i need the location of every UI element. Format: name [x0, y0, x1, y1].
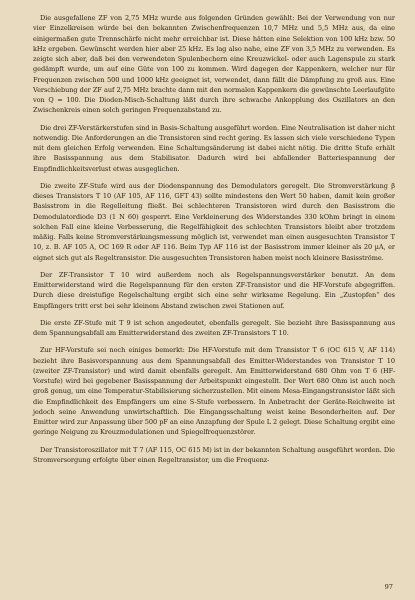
paragraph-zf-choice: Die ausgefallene ZF von 2,75 MHz wurde aus folgenden Gründen gewählt: Bei der Verwendung von nur vier Einzelkreisen würde bei den bekannten Zwischenfrequenzen 10,7 MHz und 5,5 MHz aus, da eine einigermaßen gute Trennschärfe nicht mehr erreichbar ist. Diese hätten eine Selektion von 100 kHz bzw. 50 kHz ergeben. Gewünscht werden hier aber 25 kHz. Es lag also nahe, eine ZF von 3,5 MHz zu verwenden. Es zeigte sich aber, daß bei den verwendeten Spulenbechern eine Kreuzwickel- oder auch Lagenspule zu stark gedämpft wurde, um auf eine Güte von 100 zu kommen. Wird dagegen der Kappenkern, welcher nur für Frequenzen zwischen 500 und 1000 kHz geeignet ist, verwendet, dann fällt die Dämpfung zu groß aus. Eine Verschiebung der ZF auf 2,75 MHz brachte dann mit den normalen Kappenkern die gewünschte Leerlaufgüte von Q = 100. Die Dioden-Misch-Schaltung läßt durch ihre schwache Ankopplung des Oszillators an den Zwischenkreis einen solch geringen Frequenzabstand zu. — [33, 14, 395, 115]
body-text — [33, 13, 395, 472]
paragraph-hf-prestage: Zur HF-Vorstufe sei noch einiges bemerkt: Die HF-Vorstufe mit dem Transistor T 6 (OC 615 V, AF 114) bezieht ihre Basisvorspannung aus dem Spannungsabfall des Emitter-Widerstandes von Transistor T 10 (zweiter ZF-Transistor) und wird damit ebenfalls geregelt. Am Emitterwiderstand 680 Ohm von T 6 (HF-Vorstufe) wird bei gegebener Basisspannung der Arbeitspunkt eingestellt. Der Wert 680 Ohm ist auch noch groß genug, um eine Temperatur-Stabilisierung sicherzustellen. Mit einem Mesa-Eingangstransistor läßt sich die Empfindlichkeit des Empfängers um eine S-Stufe verbessern. In Anbetracht der Geräte-Reichweite ist jedoch seine Anwendung unwirtschaftlich. Die Eingangsschaltung weist keine Besonderheiten auf. Der Emitter wird zur Anpassung über 500 pF an eine Anzapfung der Spule L 2 gelegt. Diese Schaltung ergibt eine geringe Neigung zu Kreuzmodulationen und Spiegelfrequenzstörer. — [33, 346, 395, 437]
paragraph-regulation-amplifier: Der ZF-Transistor T 10 wird außerdem noch als Regelspannungsverstärker benutzt. An dem Emitterwiderstand wird die Regelspannung für den ersten ZF-Transistor und die HF-Vorstufe abgegriffen. Durch diese dreistufige Regelschaltung ergibt sich eine sehr wirksame Regelung. Ein „Zustopfen“ des Empfängers tritt erst bei sehr kleinem Abstand zwischen zwei Stationen auf. — [33, 270, 395, 310]
paragraph-zf-stages: Die drei ZF-Verstärkerstufen sind in Basis-Schaltung ausgeführt worden. Eine Neutralisation ist daher nicht notwendig. Die Anforderungen an die Transistoren sind recht gering. Es lassen sich viele verschiedene Typen mit dem gleichen Erfolg verwenden. Eine Schaltungsänderung ist dabei nicht nötig. Die dritte Stufe erhält ihre Basisspannung aus dem Stabilisator. Dadurch wird bei abfallender Batteriespannung der Empfindlichkeitsverlust etwas ausgeglichen. — [33, 123, 395, 173]
page-number: 97 — [384, 583, 393, 591]
paragraph-oscillator: Der Transistoroszillator mit T 7 (AF 115, OC 615 M) ist in der bekannten Schaltung ausgeführt worden. Die Stromversorgung erfolgte über einen Regeltransistor, um die Frequenz- — [33, 445, 395, 464]
paragraph-first-zf-stage: Die erste ZF-Stufe mit T 9 ist schon angedeutet, ebenfalls geregelt. Sie bezieht ihre Basisspannung aus dem Spannungsabfall am Emitterwiderstand des zweiten ZF-Transistors T 10. — [33, 318, 395, 337]
paragraph-second-zf-stage: Die zweite ZF-Stufe wird aus der Diodenspannung des Demodulators geregelt. Die Stromverstärkung β dieses Transistors T 10 (AF 105, AF 116, GFT 43) sollte mindestens den Wert 50 haben, damit kein großer Basisstrom in die Regelleitung fließt. Bei schlechteren Transistoren wird durch den Basisstrom die Demodulatordiode D3 (1 N 60) gesperrt. Eine Verkleinerung des Widerstandes 330 kOhm bringt in einem solchen Fall eine kleine Verbesserung, die Regelfähigkeit des schlechten Transistors bleibt aber trotzdem mäßig. Falls keine Stromverstärkungsmessung möglich ist, verwendet man einen ausgesuchten Transistor T 10, z. B. AF 105 A, OC 169 R oder AF 116. Beim Typ AF 116 ist der Basisstrom immer kleiner als 20 µA, er eignet sich gut als Regeltransistor. Die ausgesuchten Transistoren haben meist noch kleinere Basisströme. — [33, 181, 395, 262]
